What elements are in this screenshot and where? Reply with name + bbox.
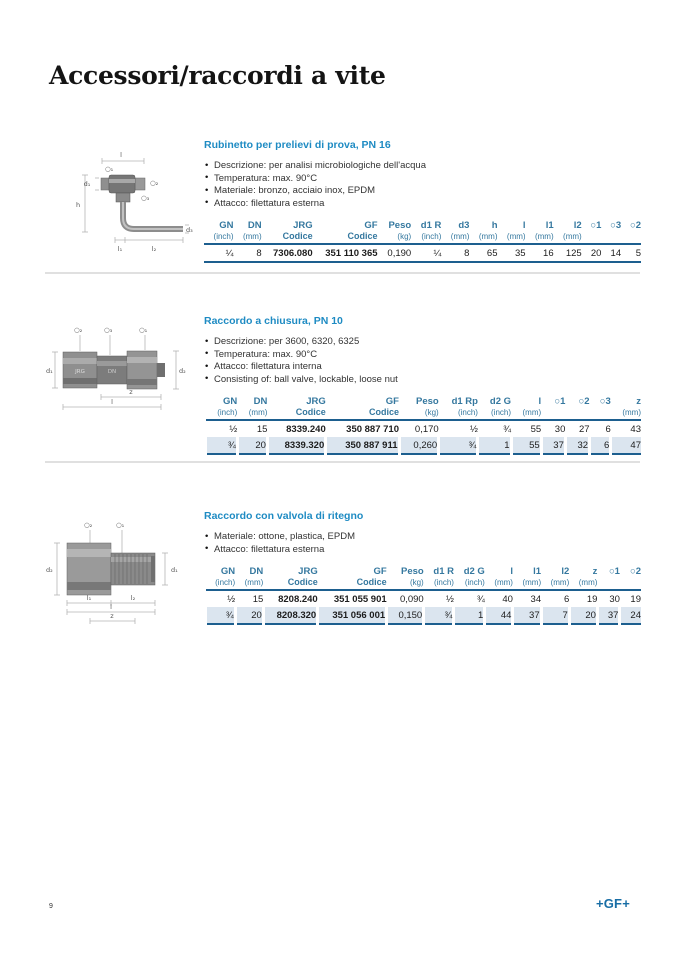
column-unit: (mm) [237, 407, 267, 420]
dim-label: ○₂ [74, 326, 83, 334]
column-unit: (mm) [511, 407, 541, 420]
table-cell: 1 [454, 607, 485, 624]
column-unit: (inch) [204, 231, 234, 244]
column-header: z [636, 396, 641, 407]
table-row [206, 420, 642, 437]
dim-label: ○₁ [105, 165, 114, 173]
column-unit: (kg) [387, 577, 424, 590]
column-unit: (mm) [234, 231, 262, 244]
body-label-jrg: JRG [75, 369, 85, 375]
spec-table [204, 565, 641, 625]
column-header: l1 [533, 566, 542, 577]
spec-bullet: • Materiale: bronzo, acciaio inox, EPDM [204, 185, 641, 198]
table-cell: ½ [470, 423, 478, 435]
column-header: h [491, 220, 498, 231]
dim-label: h [75, 201, 81, 209]
table-cell: 351 110 365 [313, 244, 378, 262]
table-cell: 0,170 [414, 423, 439, 435]
column-unit: (mm) [541, 577, 569, 590]
column-unit: (mm) [235, 577, 263, 590]
spec-bullet: • Descrizione: per 3600, 6320, 6325 [204, 336, 641, 349]
dim-label: d₂ [179, 367, 186, 375]
spec-bullet: • Temperatura: max. 90°C [204, 173, 641, 186]
column-header: l2 [561, 566, 570, 577]
column-unit: (mm) [526, 231, 554, 244]
dim-label: l [120, 151, 122, 159]
table-cell: ¾ [206, 437, 238, 454]
column-header: GN [223, 396, 238, 407]
spec-bullet: • Consisting of: ball valve, lockable, loose nut [204, 374, 641, 387]
column-unit [597, 577, 620, 590]
column-unit: (mm) [611, 407, 641, 420]
column-header: ○2 [578, 396, 590, 407]
column-unit [565, 407, 589, 420]
column-header: ○3 [599, 396, 611, 407]
column-header: Peso [388, 220, 412, 231]
column-unit [541, 407, 565, 420]
table-cell: 35 [498, 244, 526, 262]
table-cell: 37 [597, 607, 620, 624]
dim-label: d₁ [171, 566, 178, 574]
column-unit [582, 231, 602, 244]
table-cell: 8339.320 [267, 437, 325, 454]
table-cell: 351 055 901 [333, 593, 387, 605]
column-header: d1 R [420, 220, 442, 231]
column-header: l [510, 566, 513, 577]
spec-table [204, 395, 641, 455]
column-unit: Codice [267, 407, 325, 420]
column-unit: (kg) [399, 407, 439, 420]
table-cell: 55 [511, 437, 541, 454]
column-unit: (mm) [469, 231, 497, 244]
column-header: l2 [573, 220, 582, 231]
page-number: 9 [49, 903, 53, 910]
column-header: GF [373, 566, 387, 577]
table-cell: ¾ [439, 437, 478, 454]
dim-label: d₃ [186, 226, 193, 234]
column-header: d1 R [433, 566, 454, 577]
table-cell: 350 887 710 [346, 423, 399, 435]
dim-label: ○₃ [104, 326, 113, 334]
column-unit: Codice [262, 231, 313, 244]
column-unit: Codice [263, 577, 317, 590]
column-header: GF [385, 396, 399, 407]
column-header: Peso [415, 396, 439, 407]
table-cell: ¾ [503, 423, 512, 435]
column-header: d1 Rp [451, 396, 478, 407]
table-cell: 19 [630, 593, 641, 605]
table-cell: ¾ [424, 607, 454, 624]
column-unit: (mm) [554, 231, 582, 244]
table-cell: 30 [609, 593, 620, 605]
technical-drawing-raccordo-chiusura [45, 320, 190, 417]
column-unit: (mm) [485, 577, 513, 590]
table-cell: ½ [229, 423, 238, 435]
page-title: Accessori/raccordi a vite [49, 61, 386, 90]
table-row [206, 590, 642, 607]
table-cell: 55 [530, 423, 542, 435]
column-header: d2 G [489, 396, 512, 407]
column-unit: (inch) [454, 577, 485, 590]
table-cell: 0,090 [399, 593, 424, 605]
table-cell: 8 [441, 244, 469, 262]
section-title: Rubinetto per prelievi di prova, PN 16 [204, 139, 391, 151]
table-cell: 16 [526, 244, 554, 262]
dim-label: z [129, 388, 133, 396]
table-cell: 6 [605, 423, 611, 435]
table-cell: ¾ [206, 607, 236, 624]
column-unit: (kg) [378, 231, 412, 244]
table-cell: 7 [541, 607, 569, 624]
table-cell: 5 [621, 244, 641, 262]
section-divider [45, 272, 640, 274]
column-header: d2 G [463, 566, 485, 577]
dim-label: ○₃ [141, 194, 150, 202]
table-cell: 1 [478, 437, 511, 454]
dim-label: d₁ [46, 367, 53, 375]
dim-label: l [110, 603, 112, 611]
dim-label: l₁ [117, 245, 123, 253]
column-header: DN [253, 396, 268, 407]
spec-list [204, 531, 641, 556]
column-unit: Codice [313, 231, 378, 244]
table-cell: 15 [256, 423, 268, 435]
spec-list [204, 160, 641, 210]
column-header: l [522, 220, 526, 231]
table-cell: 20 [569, 607, 597, 624]
column-header: DN [247, 220, 262, 231]
dim-label: l₁ [86, 594, 92, 602]
column-unit: Codice [326, 407, 399, 420]
column-unit [601, 231, 621, 244]
column-header: GN [220, 566, 236, 577]
table-row [206, 607, 642, 624]
column-header: ○3 [610, 220, 622, 231]
table-cell: ½ [446, 593, 454, 605]
dim-label: ○₁ [139, 326, 148, 334]
body-label-dn: DN [107, 369, 117, 375]
gf-logo: +GF+ [595, 896, 630, 911]
column-unit: (inch) [206, 407, 238, 420]
table-cell: 8208.320 [263, 607, 317, 624]
table-cell: 20 [237, 437, 267, 454]
column-unit: (inch) [424, 577, 454, 590]
column-unit: (inch) [478, 407, 511, 420]
column-unit [590, 407, 611, 420]
column-header: l1 [545, 220, 554, 231]
column-header: GF [364, 220, 378, 231]
column-unit: (mm) [498, 231, 526, 244]
table-cell: 14 [601, 244, 621, 262]
column-header: l [538, 396, 542, 407]
table-cell: ¾ [476, 593, 485, 605]
column-unit: Codice [318, 577, 387, 590]
column-unit: (inch) [206, 577, 236, 590]
table-cell: 6 [563, 593, 570, 605]
column-header: JRG [293, 220, 313, 231]
column-header: ○2 [629, 566, 641, 577]
table-cell: 0,190 [378, 244, 412, 262]
table-cell: 351 056 001 [318, 607, 387, 624]
table-cell: 37 [513, 607, 541, 624]
table-cell: 0,150 [387, 607, 424, 624]
section-divider [45, 461, 640, 463]
spec-bullet: • Attacco: filettatura esterna [204, 544, 641, 557]
table-cell: 7306.080 [262, 244, 313, 262]
table-cell: 24 [620, 607, 641, 624]
table-cell: 8208.240 [278, 593, 318, 605]
table-cell: ½ [227, 593, 236, 605]
column-unit: (mm) [441, 231, 469, 244]
spec-bullet: • Descrizione: per analisi microbiologiche dell'acqua [204, 160, 641, 173]
table-cell: 30 [554, 423, 566, 435]
table-cell: 8339.240 [286, 423, 326, 435]
spec-bullet: • Attacco: filettatura interna [204, 361, 641, 374]
column-unit: (inch) [439, 407, 478, 420]
column-header: ○1 [590, 220, 602, 231]
column-unit [620, 577, 641, 590]
column-unit [621, 231, 641, 244]
dim-label: d₁ [83, 180, 91, 188]
table-cell: 19 [586, 593, 598, 605]
table-cell: 0,260 [399, 437, 439, 454]
table-cell: 40 [502, 593, 513, 605]
dim-label: z [110, 612, 114, 620]
section-title: Raccordo con valvola di ritegno [204, 510, 364, 522]
dim-label: d₂ [46, 566, 53, 574]
dim-label: l₂ [151, 245, 157, 253]
dim-label: l₂ [130, 594, 136, 602]
dim-label: l [111, 398, 113, 406]
table-cell: 125 [554, 244, 582, 262]
table-cell: 34 [530, 593, 542, 605]
table-cell: 43 [630, 423, 641, 435]
table-row [206, 437, 642, 454]
table-cell: 20 [235, 607, 263, 624]
column-header: DN [249, 566, 264, 577]
table-cell: 37 [541, 437, 565, 454]
table-cell: 44 [485, 607, 513, 624]
spec-list [204, 336, 641, 386]
section-title: Raccordo a chiusura, PN 10 [204, 315, 343, 327]
table-cell: ¼ [204, 244, 234, 262]
table-cell: 350 887 911 [326, 437, 399, 454]
table-cell: 47 [611, 437, 641, 454]
spec-bullet: • Materiale: ottone, plastica, EPDM [204, 531, 641, 544]
column-header: Peso [401, 566, 424, 577]
column-unit: (inch) [411, 231, 441, 244]
table-cell: 32 [565, 437, 589, 454]
dim-label: ○₂ [150, 179, 159, 187]
table-cell: 27 [578, 423, 590, 435]
column-header: JRG [306, 396, 326, 407]
table-cell: 8 [234, 244, 262, 262]
table-row [204, 244, 641, 262]
column-header: ○1 [608, 566, 620, 577]
column-unit: (mm) [513, 577, 541, 590]
spec-bullet: • Temperatura: max. 90°C [204, 349, 641, 362]
dim-label: ○₂ [84, 521, 93, 529]
technical-drawing-rubinetto [45, 141, 195, 260]
column-header: JRG [298, 566, 318, 577]
technical-drawing-raccordo-ritegno [45, 516, 190, 629]
column-header: z [592, 566, 598, 577]
table-cell: 65 [469, 244, 497, 262]
column-header: GN [219, 220, 234, 231]
table-cell: 15 [252, 593, 264, 605]
column-header: ○1 [554, 396, 566, 407]
column-unit: (mm) [569, 577, 597, 590]
spec-table [204, 219, 641, 263]
table-cell: 20 [582, 244, 602, 262]
column-header: d3 [458, 220, 470, 231]
table-cell: 6 [590, 437, 611, 454]
dim-label: ○₁ [116, 521, 125, 529]
column-header: ○2 [629, 220, 641, 231]
table-cell: ¼ [411, 244, 441, 262]
spec-bullet: • Attacco: filettatura esterna [204, 198, 641, 211]
